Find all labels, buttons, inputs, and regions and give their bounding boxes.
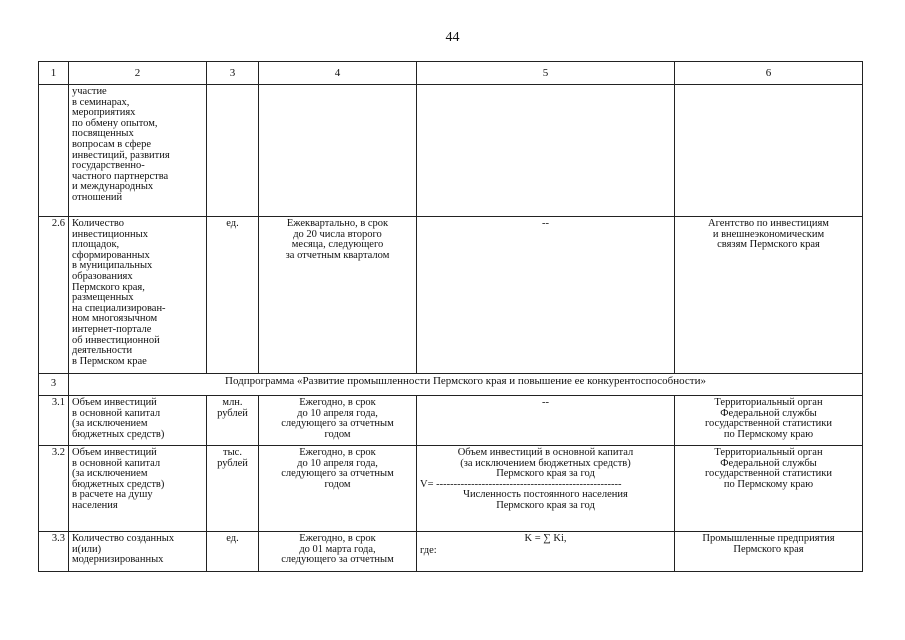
frequency-cell [259, 85, 417, 217]
frequency-cell: Ежегодно, в срок до 10 апреля года, следующего за отчетным годом [259, 446, 417, 532]
source-cell: Территориальный орган Федеральной службы государственной статистики по Пермскому краю [675, 446, 863, 532]
indicators-table [38, 61, 863, 572]
method-cell [417, 85, 675, 217]
unit-cell: млн. рублей [207, 396, 259, 446]
subprogram-row [39, 374, 863, 396]
formula-cell [417, 446, 675, 532]
column-header: 2 [69, 62, 207, 85]
table-row [39, 532, 863, 572]
header-row [39, 62, 863, 85]
indicator-name: Объем инвестиций в основной капитал (за исключением бюджетных средств) [69, 396, 207, 446]
row-number [39, 85, 69, 217]
column-header: 4 [259, 62, 417, 85]
frequency-cell: Ежегодно, в срок до 01 марта года, следующего за отчетным [259, 532, 417, 572]
row-number: 3.1 [39, 396, 69, 446]
indicator-name: Объем инвестиций в основной капитал (за исключением бюджетных средств) в расчете на душу населения [69, 446, 207, 532]
row-number: 2.6 [39, 217, 69, 374]
method-cell: -- [417, 217, 675, 374]
indicator-name: участие в семинарах, мероприятиях по обмену опытом, посвященных вопросам в сфере инвестиций, развития государственно- частного партнерства и международных отношений [69, 85, 207, 217]
unit-cell: ед. [207, 217, 259, 374]
page-number: 44 [445, 30, 460, 45]
source-cell [675, 85, 863, 217]
unit-cell: тыс. рублей [207, 446, 259, 532]
column-header: 3 [207, 62, 259, 85]
formula-cell [417, 532, 675, 572]
formula [420, 534, 671, 564]
column-header: 5 [417, 62, 675, 85]
table-row [39, 217, 863, 374]
table-row [39, 85, 863, 217]
formula-fraction-line: V= ----------------------------------------------------- [420, 478, 622, 490]
row-number: 3.2 [39, 446, 69, 532]
table-row [39, 396, 863, 446]
frequency-cell: Ежеквартально, в срок до 20 числа второго месяца, следующего за отчетным кварталом [259, 217, 417, 374]
source-cell: Промышленные предприятия Пермского края [675, 532, 863, 572]
formula-denominator: Пермского края за год [496, 499, 595, 511]
formula-denominator: Численность постоянного населения [463, 489, 628, 501]
subprogram-title: Подпрограмма «Развитие промышленности Пермского края и повышение ее конкурентоспособности» [69, 374, 863, 396]
formula-numerator: Объем инвестиций в основной капитал [457, 447, 634, 458]
formula-numerator: (за исключением бюджетных средств) [460, 457, 631, 469]
row-number: 3 [39, 374, 69, 396]
frequency-cell: Ежегодно, в срок до 10 апреля года, следующего за отчетным годом [259, 396, 417, 446]
column-header: 1 [39, 62, 69, 85]
formula-expression: K = ∑ Ki, [524, 533, 567, 544]
column-header: 6 [675, 62, 863, 85]
formula-numerator: Пермского края за год [496, 468, 595, 480]
source-cell: Территориальный орган Федеральной службы государственной статистики по Пермскому краю [675, 396, 863, 446]
formula-where: где: [420, 545, 437, 556]
row-number: 3.3 [39, 532, 69, 572]
method-cell: -- [417, 396, 675, 446]
table-row [39, 446, 863, 532]
unit-cell: ед. [207, 532, 259, 572]
indicator-name: Количество созданных и(или) модернизированных [69, 532, 207, 572]
unit-cell [207, 85, 259, 217]
formula [420, 448, 671, 512]
source-cell: Агентство по инвестициям и внешнеэкономическим связям Пермского края [675, 217, 863, 374]
indicator-name: Количество инвестиционных площадок, сформированных в муниципальных образованиях Пермского края, размещенных на специализирован- ном многоязычном интернет-портале об инвестиционной деятельности в Пермском крае [69, 217, 207, 374]
